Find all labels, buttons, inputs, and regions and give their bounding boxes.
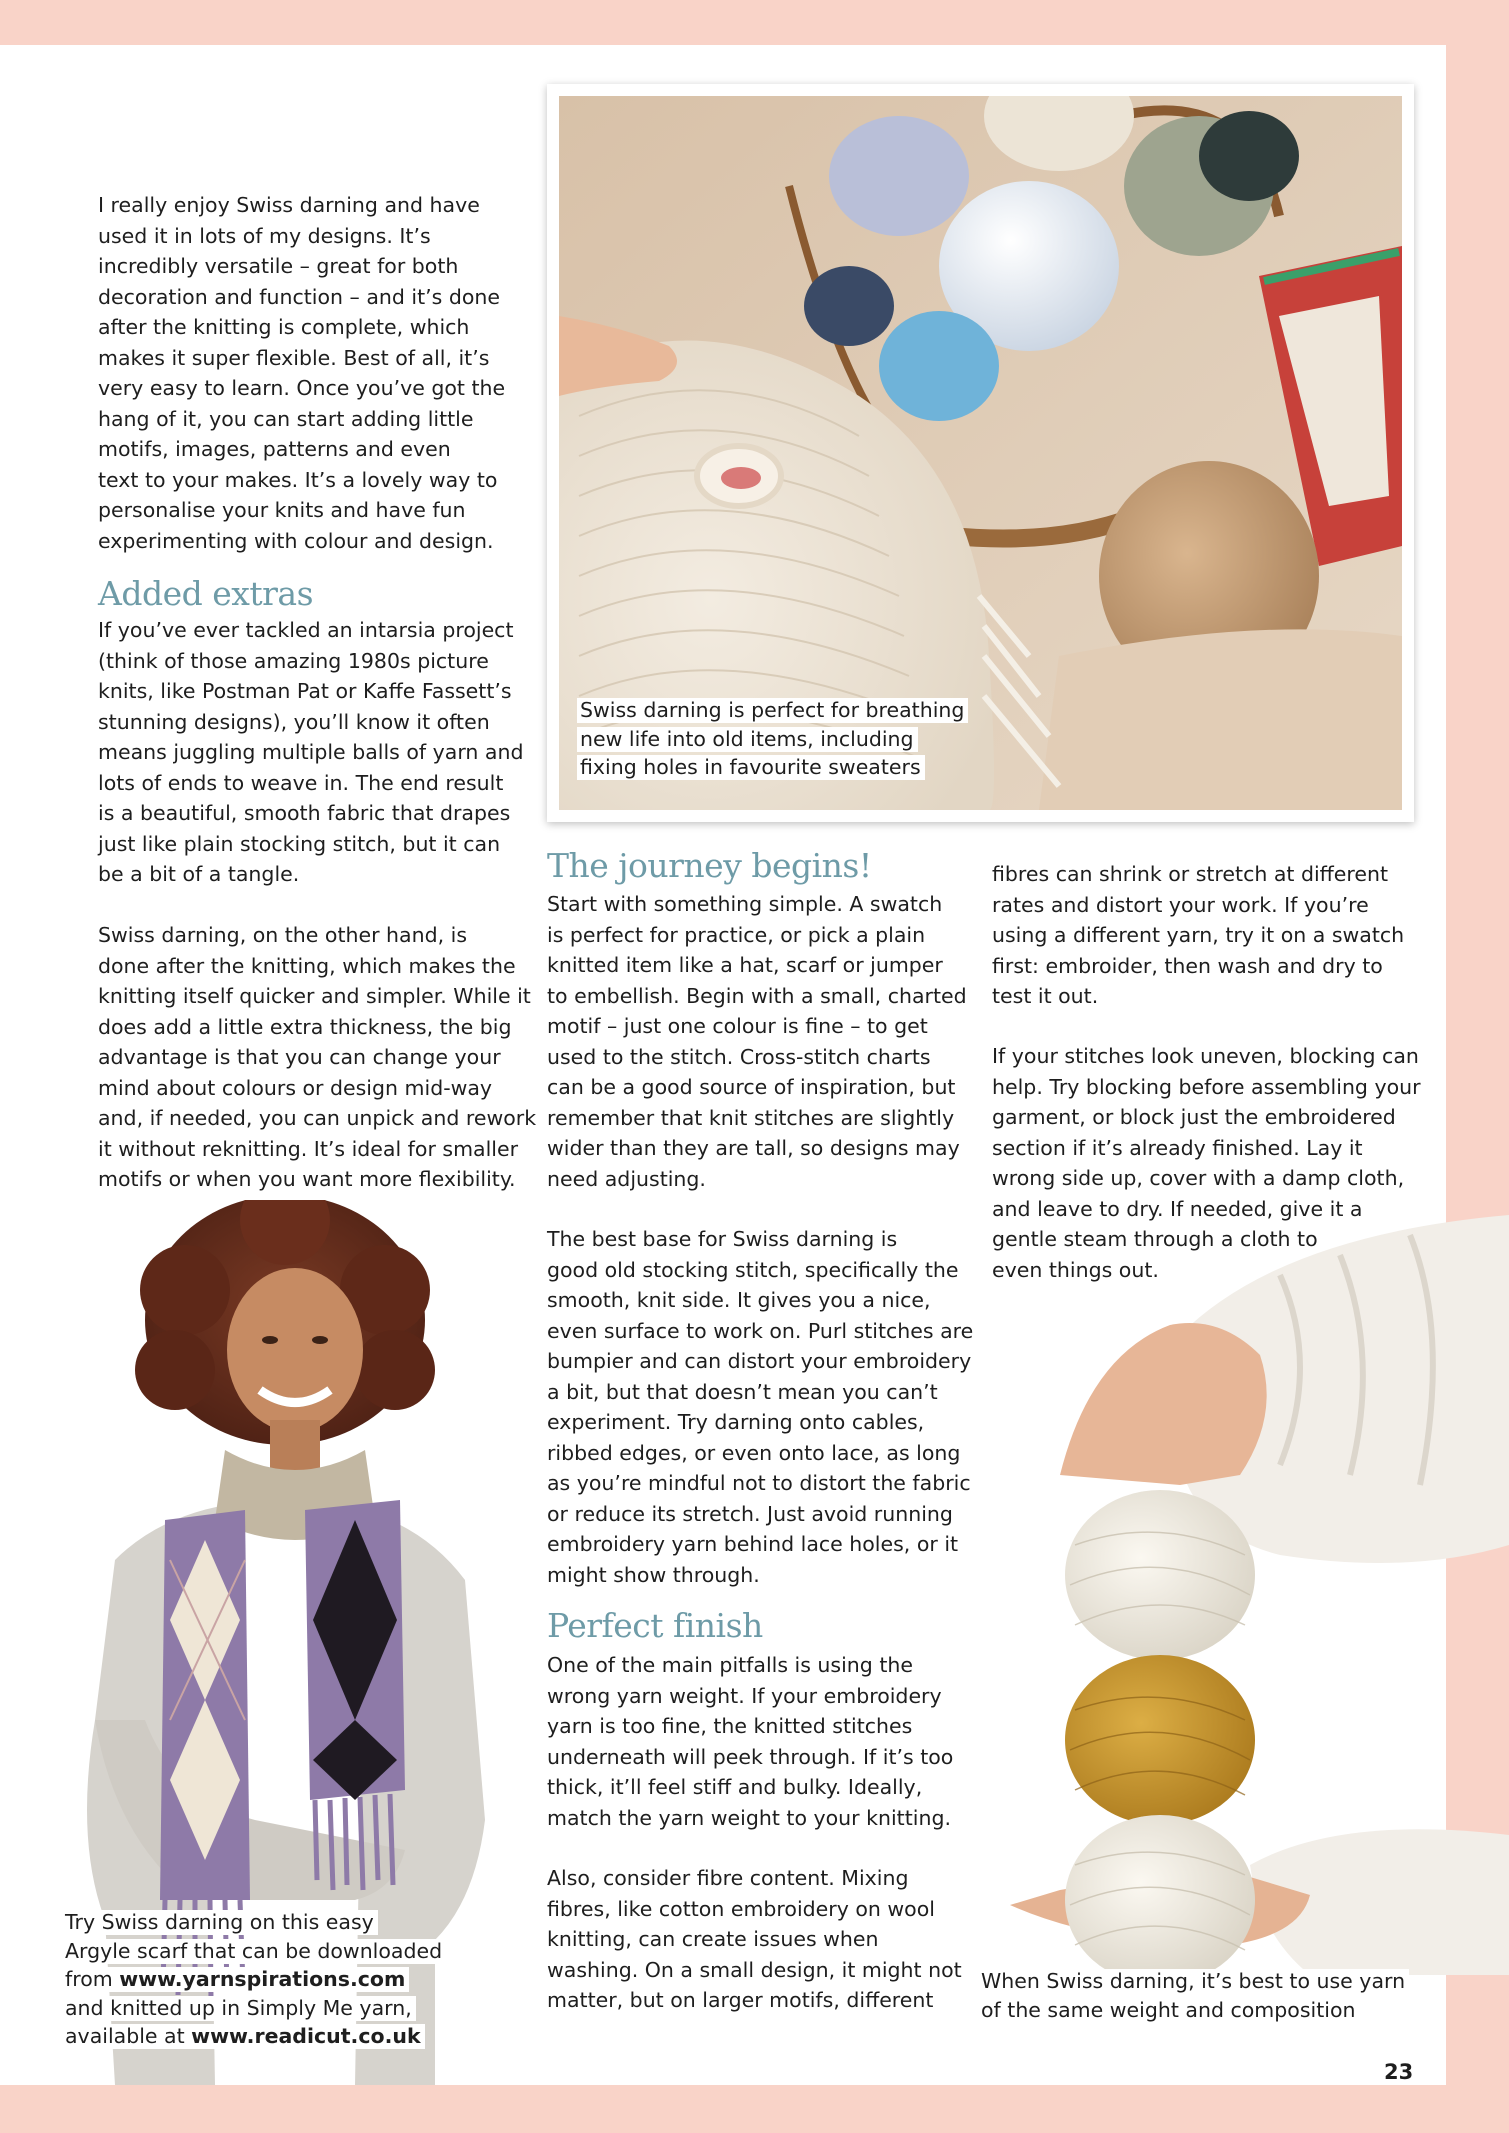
scarf-photo-caption: [62, 1908, 482, 2051]
scarf-caption-line-1: Try Swiss darning on this easy: [62, 1910, 378, 1935]
journey-paragraph-1: Start with something simple. A swatch is perfect for practice, or pick a plain knitted item like a hat, scarf or jumper to embellish. Begin with a small, charted motif – just one colour is fine – to get used to the stitch. Cross-stitch charts can be a good source of inspiration, but remember that knit stitches are slightly wider than they are tall, so designs may need adjusting.: [547, 892, 967, 1191]
right-column-paragraph-1: fibres can shrink or stretch at different rates and distort your work. If you’re using a different yarn, try it on a swatch first: embroider, then wash and dry to test it out.: [992, 862, 1405, 1008]
scarf-caption-line-2: Argyle scarf that can be downloaded: [62, 1939, 446, 1964]
heading-perfect-finish: Perfect finish: [547, 1606, 763, 1645]
scarf-caption-from: from: [65, 1967, 120, 1991]
scarf-caption-line-5: [62, 2024, 425, 2049]
perfect-finish-paragraph-2: Also, consider fibre content. Mixing fibres, like cotton embroidery on wool knitting, can create issues when washing. On a small design, it might not matter, but on larger motifs, different: [547, 1866, 962, 2012]
intro-paragraph: I really enjoy Swiss darning and have used it in lots of my designs. It’s incredibly versatile – great for both decoration and function – and it’s done after the knitting is complete, which makes it super flexible. Best of all, it’s very easy to learn. Once you’ve got the hang of it, you can start adding little motifs, images, patterns and even text to your makes. It’s a lovely way to personalise your knits and have fun experimenting with colour and design.: [98, 193, 506, 553]
readicut-link[interactable]: www.readicut.co.uk: [191, 2024, 421, 2048]
yarn-caption-text: When Swiss darning, it’s best to use yarn of the same weight and composition: [978, 1969, 1409, 2023]
page-number: 23: [1384, 2060, 1414, 2084]
perfect-finish-paragraph-1: One of the main pitfalls is using the wrong yarn weight. If your embroidery yarn is too fine, the knitted stitches underneath will peek through. If it’s too thick, it’ll feel stiff and bulky. Ideally, match the yarn weight to your knitting.: [547, 1653, 954, 1830]
basket-caption-text: Swiss darning is perfect for breathing new life into old items, including fixing holes in favourite sweaters: [577, 698, 968, 780]
heading-journey-begins: The journey begins!: [547, 846, 872, 885]
scarf-caption-line-3: [62, 1967, 409, 1992]
stacked-yarn-balls-photo: [980, 1215, 1509, 1975]
scarf-caption-available: available at: [65, 2024, 192, 2048]
added-extras-paragraph-2: Swiss darning, on the other hand, is done after the knitting, which makes the knitting itself quicker and simpler. While it does add a little extra thickness, the big advantage is that you can change your mind about colours or design mid-way and, if needed, you can unpick and rework it without reknitting. It’s ideal for smaller motifs or when you want more flexibility.: [98, 923, 537, 1191]
scarf-caption-line-4: and knitted up in Simply Me yarn,: [62, 1996, 416, 2021]
basket-photo-caption: [577, 696, 997, 782]
journey-paragraph-2: The best base for Swiss darning is good old stocking stitch, specifically the smooth, knit side. It gives you a nice, even surface to work on. Purl stitches are bumpier and can distort your embroidery a bit, but that doesn’t mean you can’t experiment. Try darning onto cables, ribbed edges, or even onto lace, as long as you’re mindful not to distort the fabric or reduce its stretch. Just avoid running embroidery yarn behind lace holes, or it might show through.: [547, 1227, 974, 1587]
yarn-balls-caption: [978, 1967, 1428, 2024]
added-extras-paragraph-1: If you’ve ever tackled an intarsia project (think of those amazing 1980s picture knits, like Postman Pat or Kaffe Fassett’s stunning designs), you’ll know it often means juggling multiple balls of yarn and lots of ends to weave in. The end result is a beautiful, smooth fabric that drapes just like plain stocking stitch, but it can be a bit of a tangle.: [98, 618, 524, 886]
yarnspirations-link[interactable]: www.yarnspirations.com: [119, 1967, 406, 1991]
right-column-paragraph-2: If your stitches look uneven, blocking can help. Try blocking before assembling your garment, or block just the embroidered section if it’s already finished. Lay it wrong side up, cover with a damp cloth, and leave to dry. If needed, give it a gentle steam through a cloth to even things out.: [992, 1044, 1421, 1282]
heading-added-extras: Added extras: [98, 574, 314, 613]
